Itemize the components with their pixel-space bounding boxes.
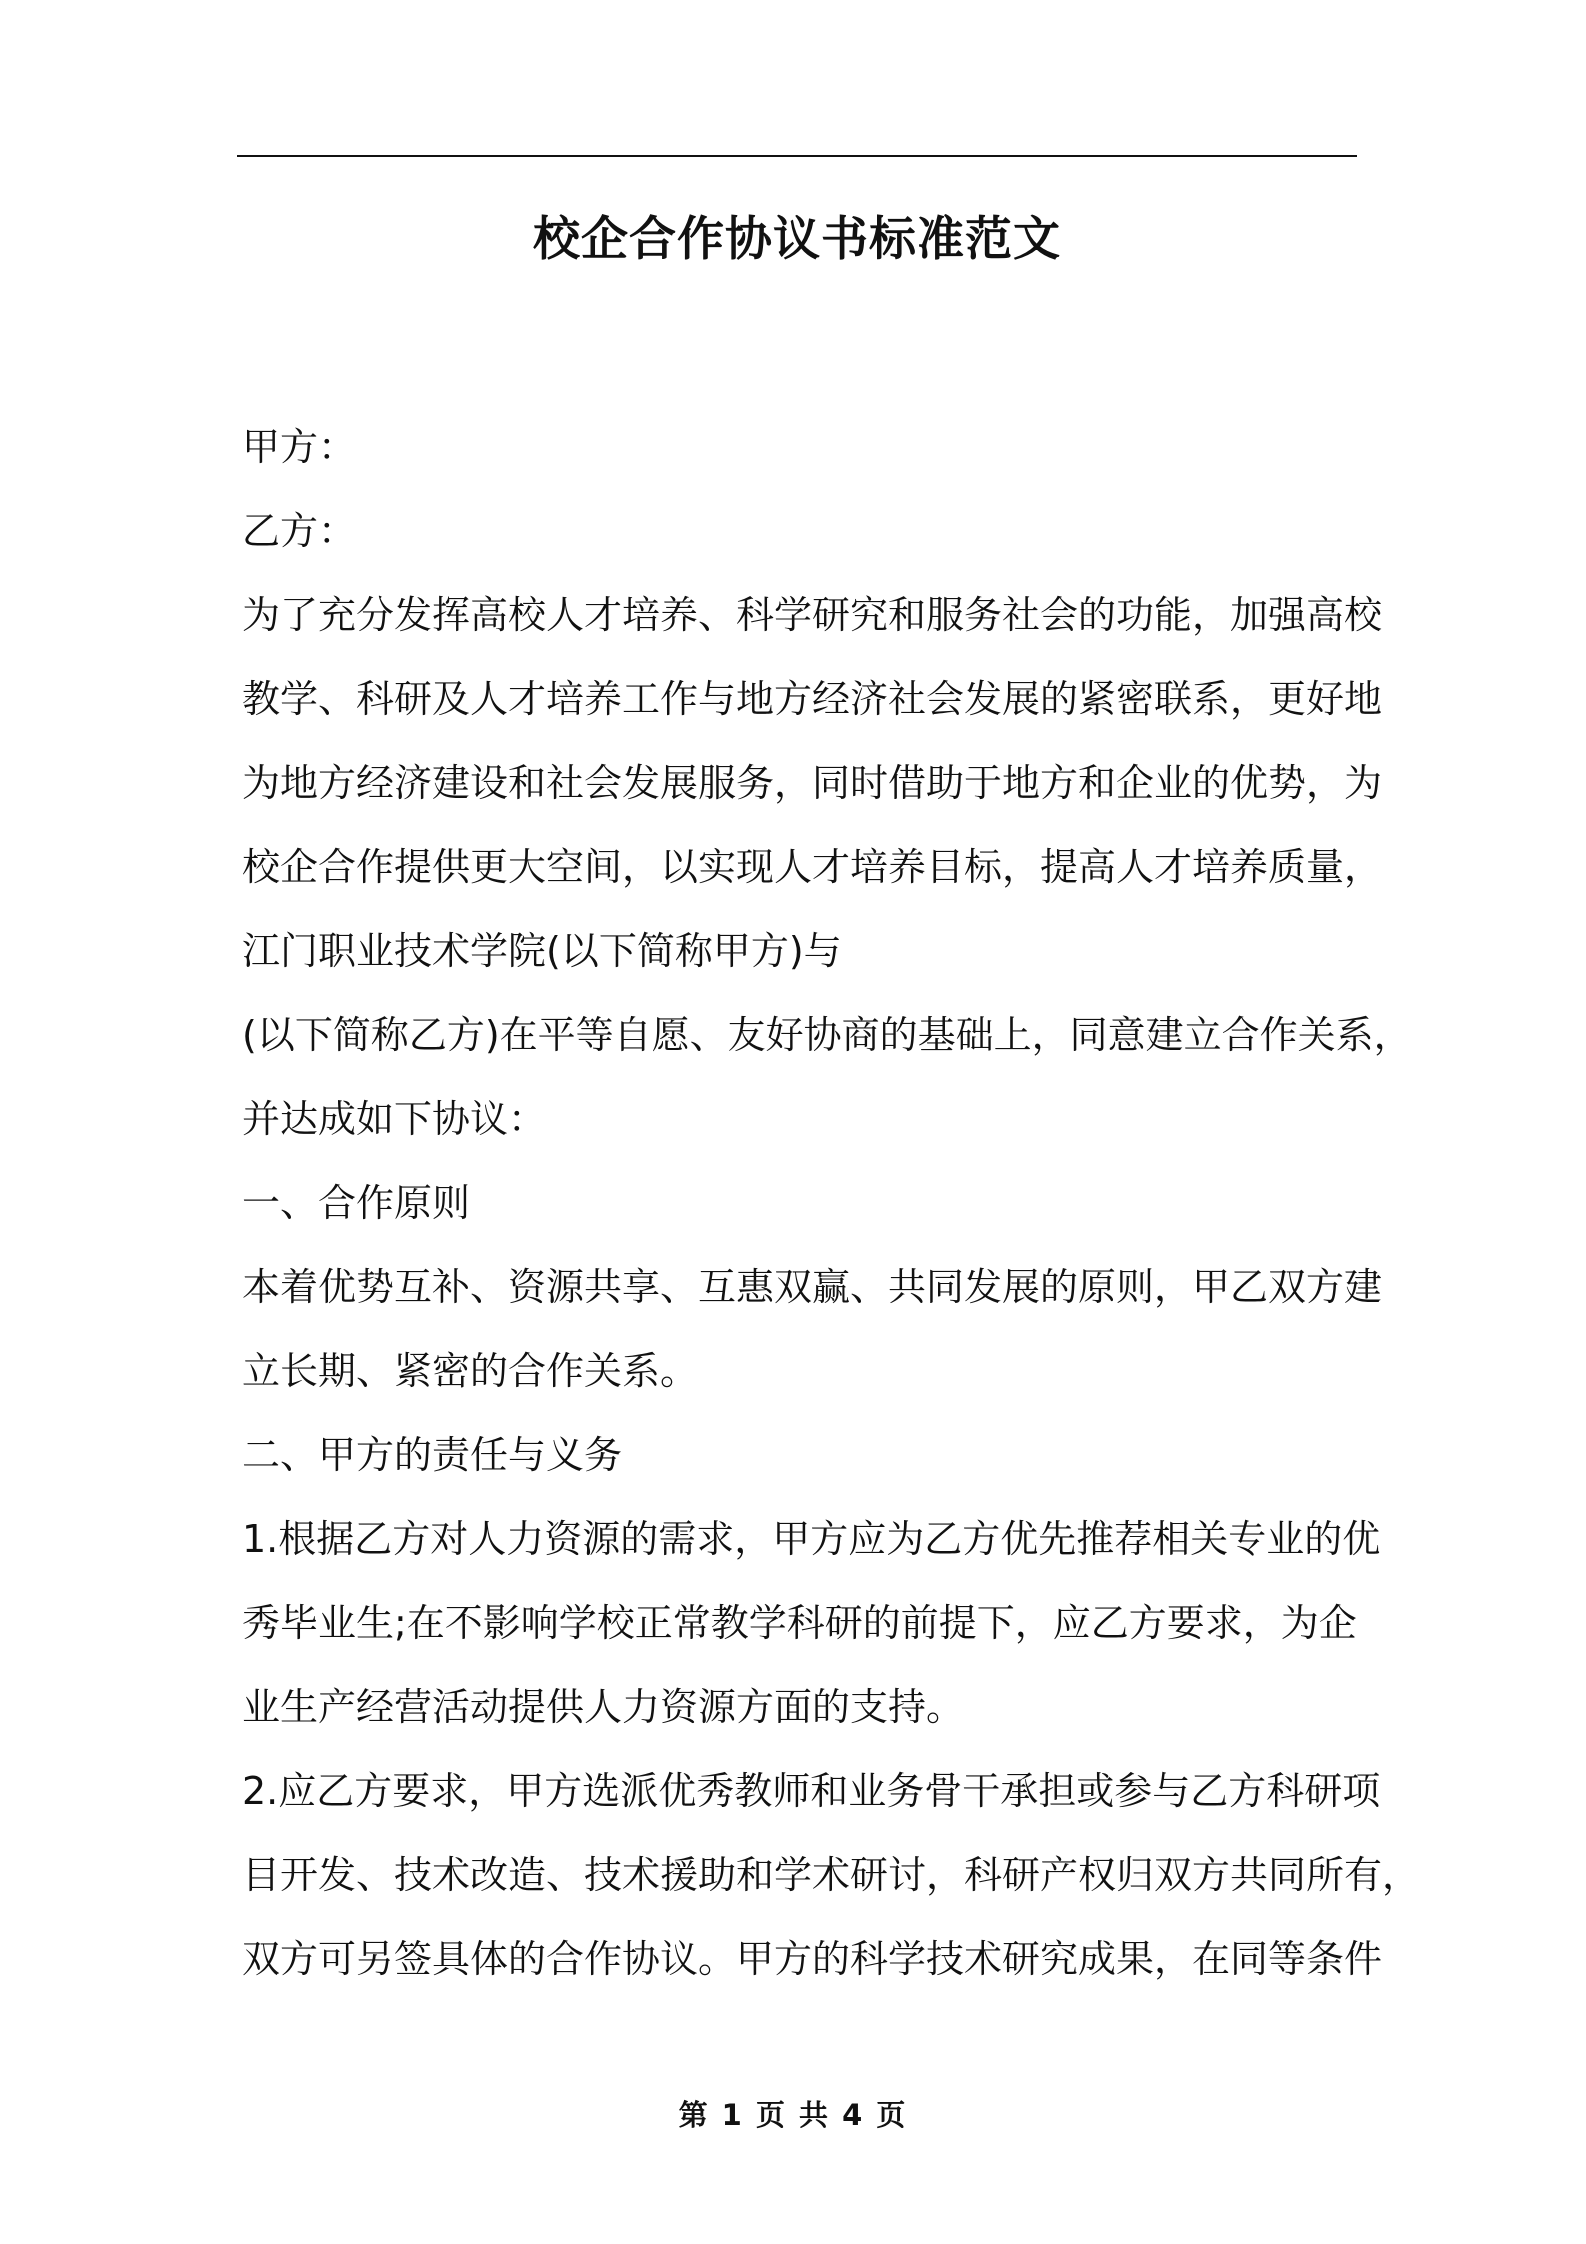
body-line: 为地方经济建设和社会发展服务，同时借助于地方和企业的优势，为	[242, 761, 1383, 805]
section-heading: 一、合作原则	[242, 1181, 471, 1225]
body-line: 业生产经营活动提供人力资源方面的支持。	[242, 1685, 965, 1729]
section-heading: 二、甲方的责任与义务	[242, 1433, 623, 1477]
body-line: 教学、科研及人才培养工作与地方经济社会发展的紧密联系，更好地	[242, 677, 1383, 721]
body-line: (以下简称乙方)在平等自愿、友好协商的基础上，同意建立合作关系，	[242, 1013, 1412, 1057]
body-line: 江门职业技术学院(以下简称甲方)与	[242, 929, 842, 973]
document-title: 校企合作协议书标准范文	[533, 212, 1061, 267]
body-line: 本着优势互补、资源共享、互惠双赢、共同发展的原则，甲乙双方建	[242, 1265, 1383, 1309]
body-line: 1.根据乙方对人力资源的需求，甲方应为乙方优先推荐相关专业的优	[242, 1517, 1381, 1561]
page-number-footer: 第 1 页 共 4 页	[678, 2098, 908, 2132]
body-line: 秀毕业生;在不影响学校正常教学科研的前提下，应乙方要求，为企	[242, 1601, 1357, 1645]
body-line: 立长期、紧密的合作关系。	[242, 1349, 699, 1393]
body-line: 2.应乙方要求，甲方选派优秀教师和业务骨干承担或参与乙方科研项	[242, 1769, 1381, 1813]
body-line: 为了充分发挥高校人才培养、科学研究和服务社会的功能，加强高校	[242, 593, 1383, 637]
body-line: 校企合作提供更大空间，以实现人才培养目标，提高人才培养质量，	[242, 845, 1383, 889]
party-a-line: 甲方：	[242, 425, 357, 469]
body-line: 并达成如下协议：	[242, 1097, 547, 1141]
body-line: 双方可另签具体的合作协议。甲方的科学技术研究成果，在同等条件	[242, 1937, 1383, 1981]
party-b-line: 乙方：	[242, 509, 357, 553]
document-body	[242, 405, 1421, 2001]
body-line: 目开发、技术改造、技术援助和学术研讨，科研产权归双方共同所有，	[242, 1853, 1421, 1897]
header-rule	[237, 155, 1357, 157]
